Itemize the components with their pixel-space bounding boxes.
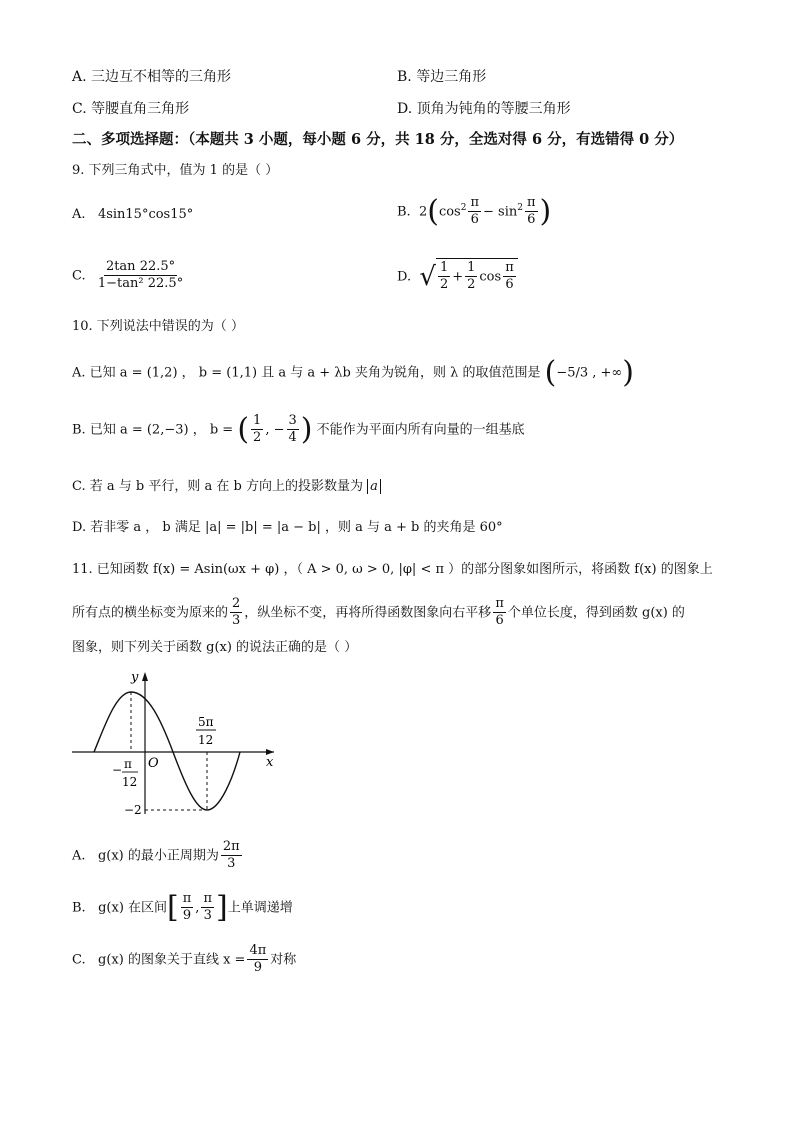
q9-c-numerator: 2tan 22.5° — [104, 260, 177, 276]
q9-b-label: B. — [397, 204, 411, 220]
q11-option-c: C. g(x) 的图象关于直线 x = $\frac{4\pi}{9}$ 对称 — [72, 943, 297, 976]
q8-option-c: C. 等腰直角三角形 — [72, 101, 190, 117]
q11-stem-line1: 11. 已知函数 f(x) = Asin(ωx + φ) ，（ A > 0, ω > 0, |φ| < π ）的部分图象如图所示，将函数 f(x) 的图象上 — [72, 562, 713, 577]
q9-a-expr: 4sin15°cos15° — [97, 207, 194, 222]
tick-left-sign: − — [112, 763, 123, 777]
x-label: x — [266, 755, 274, 770]
q10-option-c: C. 若 a 与 b 平行，则 a 在 b 方向上的投影数量为 a — [72, 480, 381, 493]
q11-stem-line2: 所有点的横坐标变为原来的 $\frac{2}{3}$ ，纵坐标不变，再将所得函数图象向右平移 $\frac{\pi}{6}$ 个单位长度，得到函数 g(x) 的 — [72, 596, 685, 629]
sine-curve — [94, 692, 240, 810]
q11-option-a: A. g(x) 的最小正周期为 $\frac{2\pi}{3}$ — [72, 839, 240, 872]
q8-option-d: D. 顶角为钝角的等腰三角形 — [397, 101, 571, 117]
q10-option-d: D. 若非零 a ， b 满足 |a| = |b| = |a − b| ，则 a 与 a + b 的夹角是 60° — [72, 520, 503, 535]
q9-option-d: D. √ $\frac{1}{2}$ + $\frac{1}{2}$ cos $\frac{\pi}{6}$ — [397, 258, 518, 293]
y-axis-arrow — [142, 672, 148, 681]
q10-a-range: −5/3 , +∞ — [556, 365, 623, 381]
q9-a-label: A. — [72, 207, 86, 222]
q11-stem-line3: 图象，则下列关于函数 g(x) 的说法正确的是（ ） — [72, 640, 358, 655]
tick-left-num: π — [124, 757, 132, 771]
q10-stem: 10. 下列说法中错误的为（ ） — [72, 319, 244, 334]
q9-stem: 9. 下列三角式中，值为 1 的是（ ） — [72, 163, 279, 178]
q9-option-b: B. $2(\cos^2$ $\frac{\pi}{6}$ − $\sin^2$ $\frac{\pi}{6}$ ) — [397, 193, 552, 229]
q9-c-label: C. — [72, 268, 86, 284]
tick-left-den: 12 — [122, 775, 138, 789]
tick-right-den: 12 — [198, 733, 214, 747]
q9-option-a — [72, 208, 193, 221]
y-label: y — [131, 670, 139, 685]
q8-option-a: A. 三边互不相等的三角形 — [72, 69, 232, 85]
q10-option-b: B. 已知 a = (2,−3) ， b = ( $\frac{1}{2}$ , − $\frac{3}{4}$ ) 不能作为平面内所有向量的一组基底 — [72, 411, 525, 447]
y-min-label: −2 — [124, 803, 142, 817]
q9-option-c — [72, 260, 187, 292]
q10-option-a: A. 已知 a = (1,2) ， b = (1,1) 且 a 与 a + λb 夹角为锐角，则 λ 的取值范围是 (−5/3 , +∞) — [72, 355, 634, 390]
tick-right-num: 5π — [198, 715, 214, 729]
sine-graph — [68, 668, 288, 818]
q9-c-denominator: 1−tan² 22.5° — [97, 276, 184, 292]
q11-option-b: B. g(x) 在区间[ $\frac{\pi}{9}$ , $\frac{\pi}{3}$ ]上单调递增 — [72, 889, 293, 925]
section-2-header: 二、多项选择题：（本题共 3 小题，每小题 6 分，共 18 分，全选对得 6 分，有选错得 0 分） — [72, 131, 684, 148]
q9-d-label: D. — [397, 269, 412, 285]
q8-option-b: B. 等边三角形 — [397, 69, 487, 85]
origin-label: O — [148, 756, 159, 771]
